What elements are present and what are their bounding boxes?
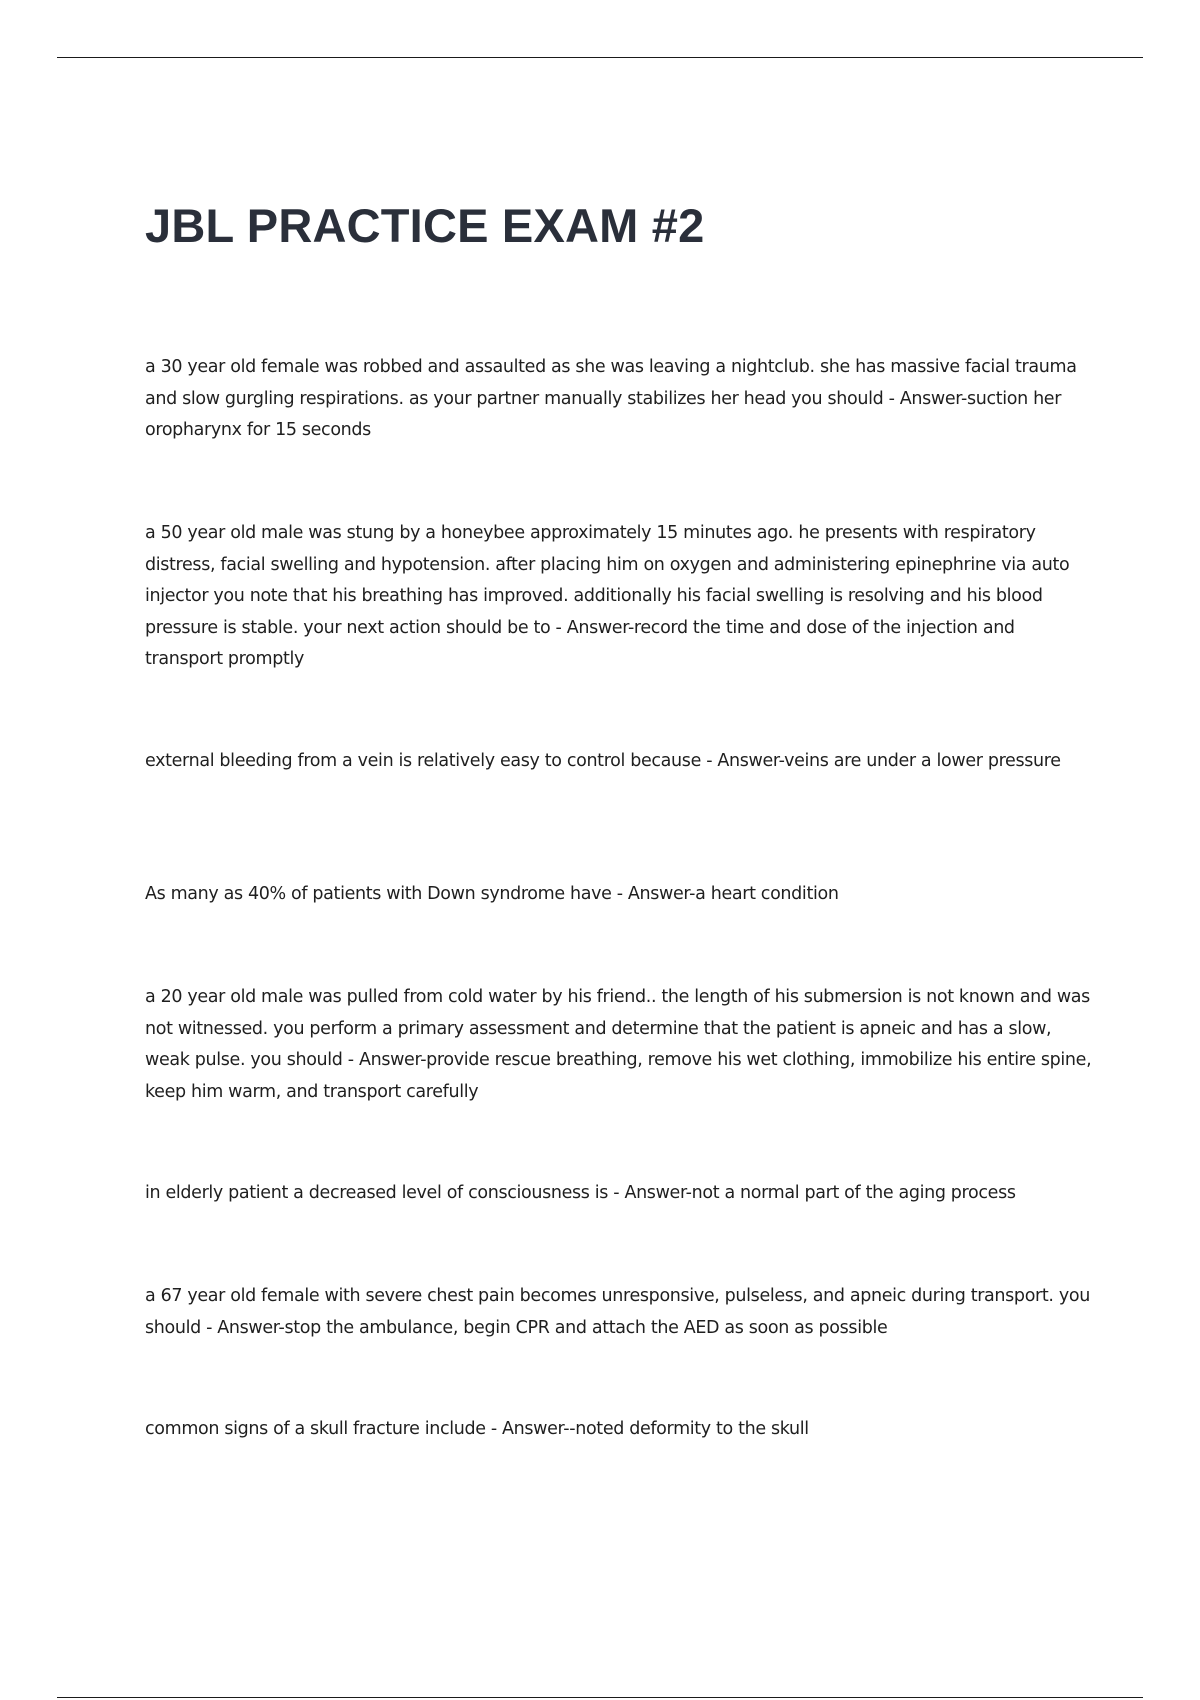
- question-answer-2: a 50 year old male was stung by a honeybee approximately 15 minutes ago. he presents with respiratory distress, facial swelling and hypotension. after placing him on oxygen and administering epinephrine via auto injector you note that his breathing has improved. additionally his facial swelling is resolving and his blood pressure is stable. your next action should be to - Answer-record the time and dose of the injection and transport promptly: [145, 523, 1070, 669]
- question-answer-6: in elderly patient a decreased level of consciousness is - Answer-not a normal part of the aging process: [145, 1183, 1016, 1203]
- question-answer-8: common signs of a skull fracture include - Answer--noted deformity to the skull: [145, 1419, 809, 1439]
- question-answer-5: a 20 year old male was pulled from cold water by his friend.. the length of his submersion is not known and was not witnessed. you perform a primary assessment and determine that the patient is apneic and has a slow, weak pulse. you should - Answer-provide rescue breathing, remove his wet clothing, immobilize his entire spine, keep him warm, and transport carefully: [145, 987, 1092, 1102]
- bottom-rule: [57, 1697, 1143, 1698]
- top-rule: [57, 57, 1143, 58]
- question-answer-7: a 67 year old female with severe chest pain becomes unresponsive, pulseless, and apneic during transport. you should - Answer-stop the ambulance, begin CPR and attach the AED as soon as possible: [145, 1286, 1090, 1338]
- question-answer-3: external bleeding from a vein is relatively easy to control because - Answer-veins are under a lower pressure: [145, 751, 1061, 771]
- page-title: JBL PRACTICE EXAM #2: [145, 199, 705, 252]
- question-answer-4: As many as 40% of patients with Down syndrome have - Answer-a heart condition: [145, 884, 839, 904]
- question-answer-1: a 30 year old female was robbed and assaulted as she was leaving a nightclub. she has massive facial trauma and slow gurgling respirations. as your partner manually stabilizes her head you should - Answer-suction her oropharynx for 15 seconds: [145, 357, 1077, 440]
